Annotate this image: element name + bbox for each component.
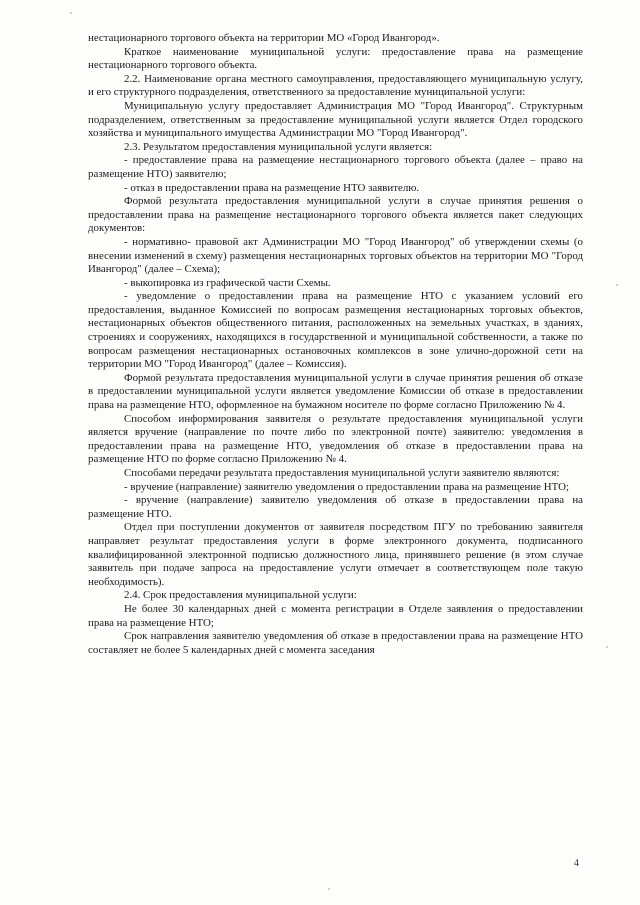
paragraph: - уведомление о предоставлении права на размещение НТО с указанием условий его предоставления, выданное Комиссией по вопросам размещения нестационарных торговых объектов, нестационарных объектов общественного питания, расположенных на земельных участках, в зданиях, строениях и сооружениях, находящихся в государственной и муниципальной собственности, а также по вопросам размещения нестационарных остановочных комплексов в зоне улично-дорожной сети на территории МО "Город Ивангород" (далее – Комиссия). (88, 290, 583, 371)
scan-speck (70, 12, 72, 14)
paragraph: 2.4. Срок предоставления муниципальной услуги: (124, 589, 357, 602)
page-number: 4 (574, 858, 579, 869)
paragraph: - отказ в предоставлении права на размещение НТО заявителю. (124, 181, 420, 194)
paragraph: Отдел при поступлении документов от заявителя посредством ПГУ по требованию заявителя направляет результат предоставления услуги в форме электронного документа, подписанного квалифицированной электронной подписью должностного лица, принявшего решение (в этом случае заявитель при подаче запроса на предоставление услуги отмечает в соответствующем поле такую необходимость). (88, 521, 583, 588)
paragraph: Формой результата предоставления муниципальной услуги в случае принятия решения о предоставлении права на размещение нестационарного торгового объекта является пакет следующих документов: (88, 195, 583, 235)
paragraph: Способами передачи результата предоставления муниципальной услуги заявителю являются: (124, 467, 560, 479)
paragraph: - выкопировка из графической части Схемы. (124, 276, 331, 289)
paragraph: 2.3. Результатом предоставления муниципальной услуги является: (124, 140, 433, 153)
scan-speck (606, 646, 608, 648)
paragraph: Краткое наименование муниципальной услуги: предоставление права на размещение нестационарного торгового объекта. (88, 45, 583, 72)
paragraph: - вручение (направление) заявителю уведомления об отказе в предоставлении права на размещение НТО. (88, 494, 583, 520)
paragraph: Срок направления заявителю уведомления об отказе в предоставлении права на размещение НТО составляет не более 5 календарных дней с момента заседания (88, 630, 583, 656)
scan-speck (616, 284, 618, 286)
paragraph: Формой результата предоставления муниципальной услуги в случае принятия решения об отказе в предоставлении муниципальной услуги является уведомление Комиссии об отказе в предоставлении права на размещение НТО, оформленное на бумажном носителе по форме согласно Приложению № 4. (88, 371, 583, 412)
paragraph: Способом информирования заявителя о результате предоставления муниципальной услуги является вручение (направление по почте либо по электронной почте) заявителю: уведомления в предоставлении права на размещение НТО, уведомления об отказе в предоставлении права на размещение НТО по форме согласно Приложению № 4. (88, 412, 583, 466)
scan-speck (328, 888, 330, 890)
paragraph: нестационарного торгового объекта на территории МО «Город Ивангород». (88, 32, 440, 44)
paragraph: - вручение (направление) заявителю уведомления о предоставлении права на размещение НТО; (124, 480, 569, 493)
paragraph: Муниципальную услугу предоставляет Администрация МО "Город Ивангород". Структурным подразделением, ответственным за предоставление муниципальной услуги является Отдел городского хозяйства и муниципального имущества Администрации МО "Город Ивангород". (88, 99, 583, 140)
paragraph: - предоставление права на размещение нестационарного торгового объекта (далее – право на размещение НТО) заявителю; (88, 154, 583, 180)
paragraph: Не более 30 календарных дней с момента регистрации в Отделе заявления о предоставлении права на размещение НТО; (88, 602, 583, 629)
document-body (88, 32, 583, 657)
paragraph: 2.2. Наименование органа местного самоуправления, предоставляющего муниципальную услугу, и его структурного подразделения, ответственного за предоставление муниципальной услуги: (88, 72, 583, 99)
paragraph: - нормативно- правовой акт Администрации МО "Город Ивангород" об утверждении схемы (о внесении изменений в схему) размещения нестационарных торговых объектов на территории МО "Город Ивангород" (далее – Схема); (88, 235, 583, 276)
